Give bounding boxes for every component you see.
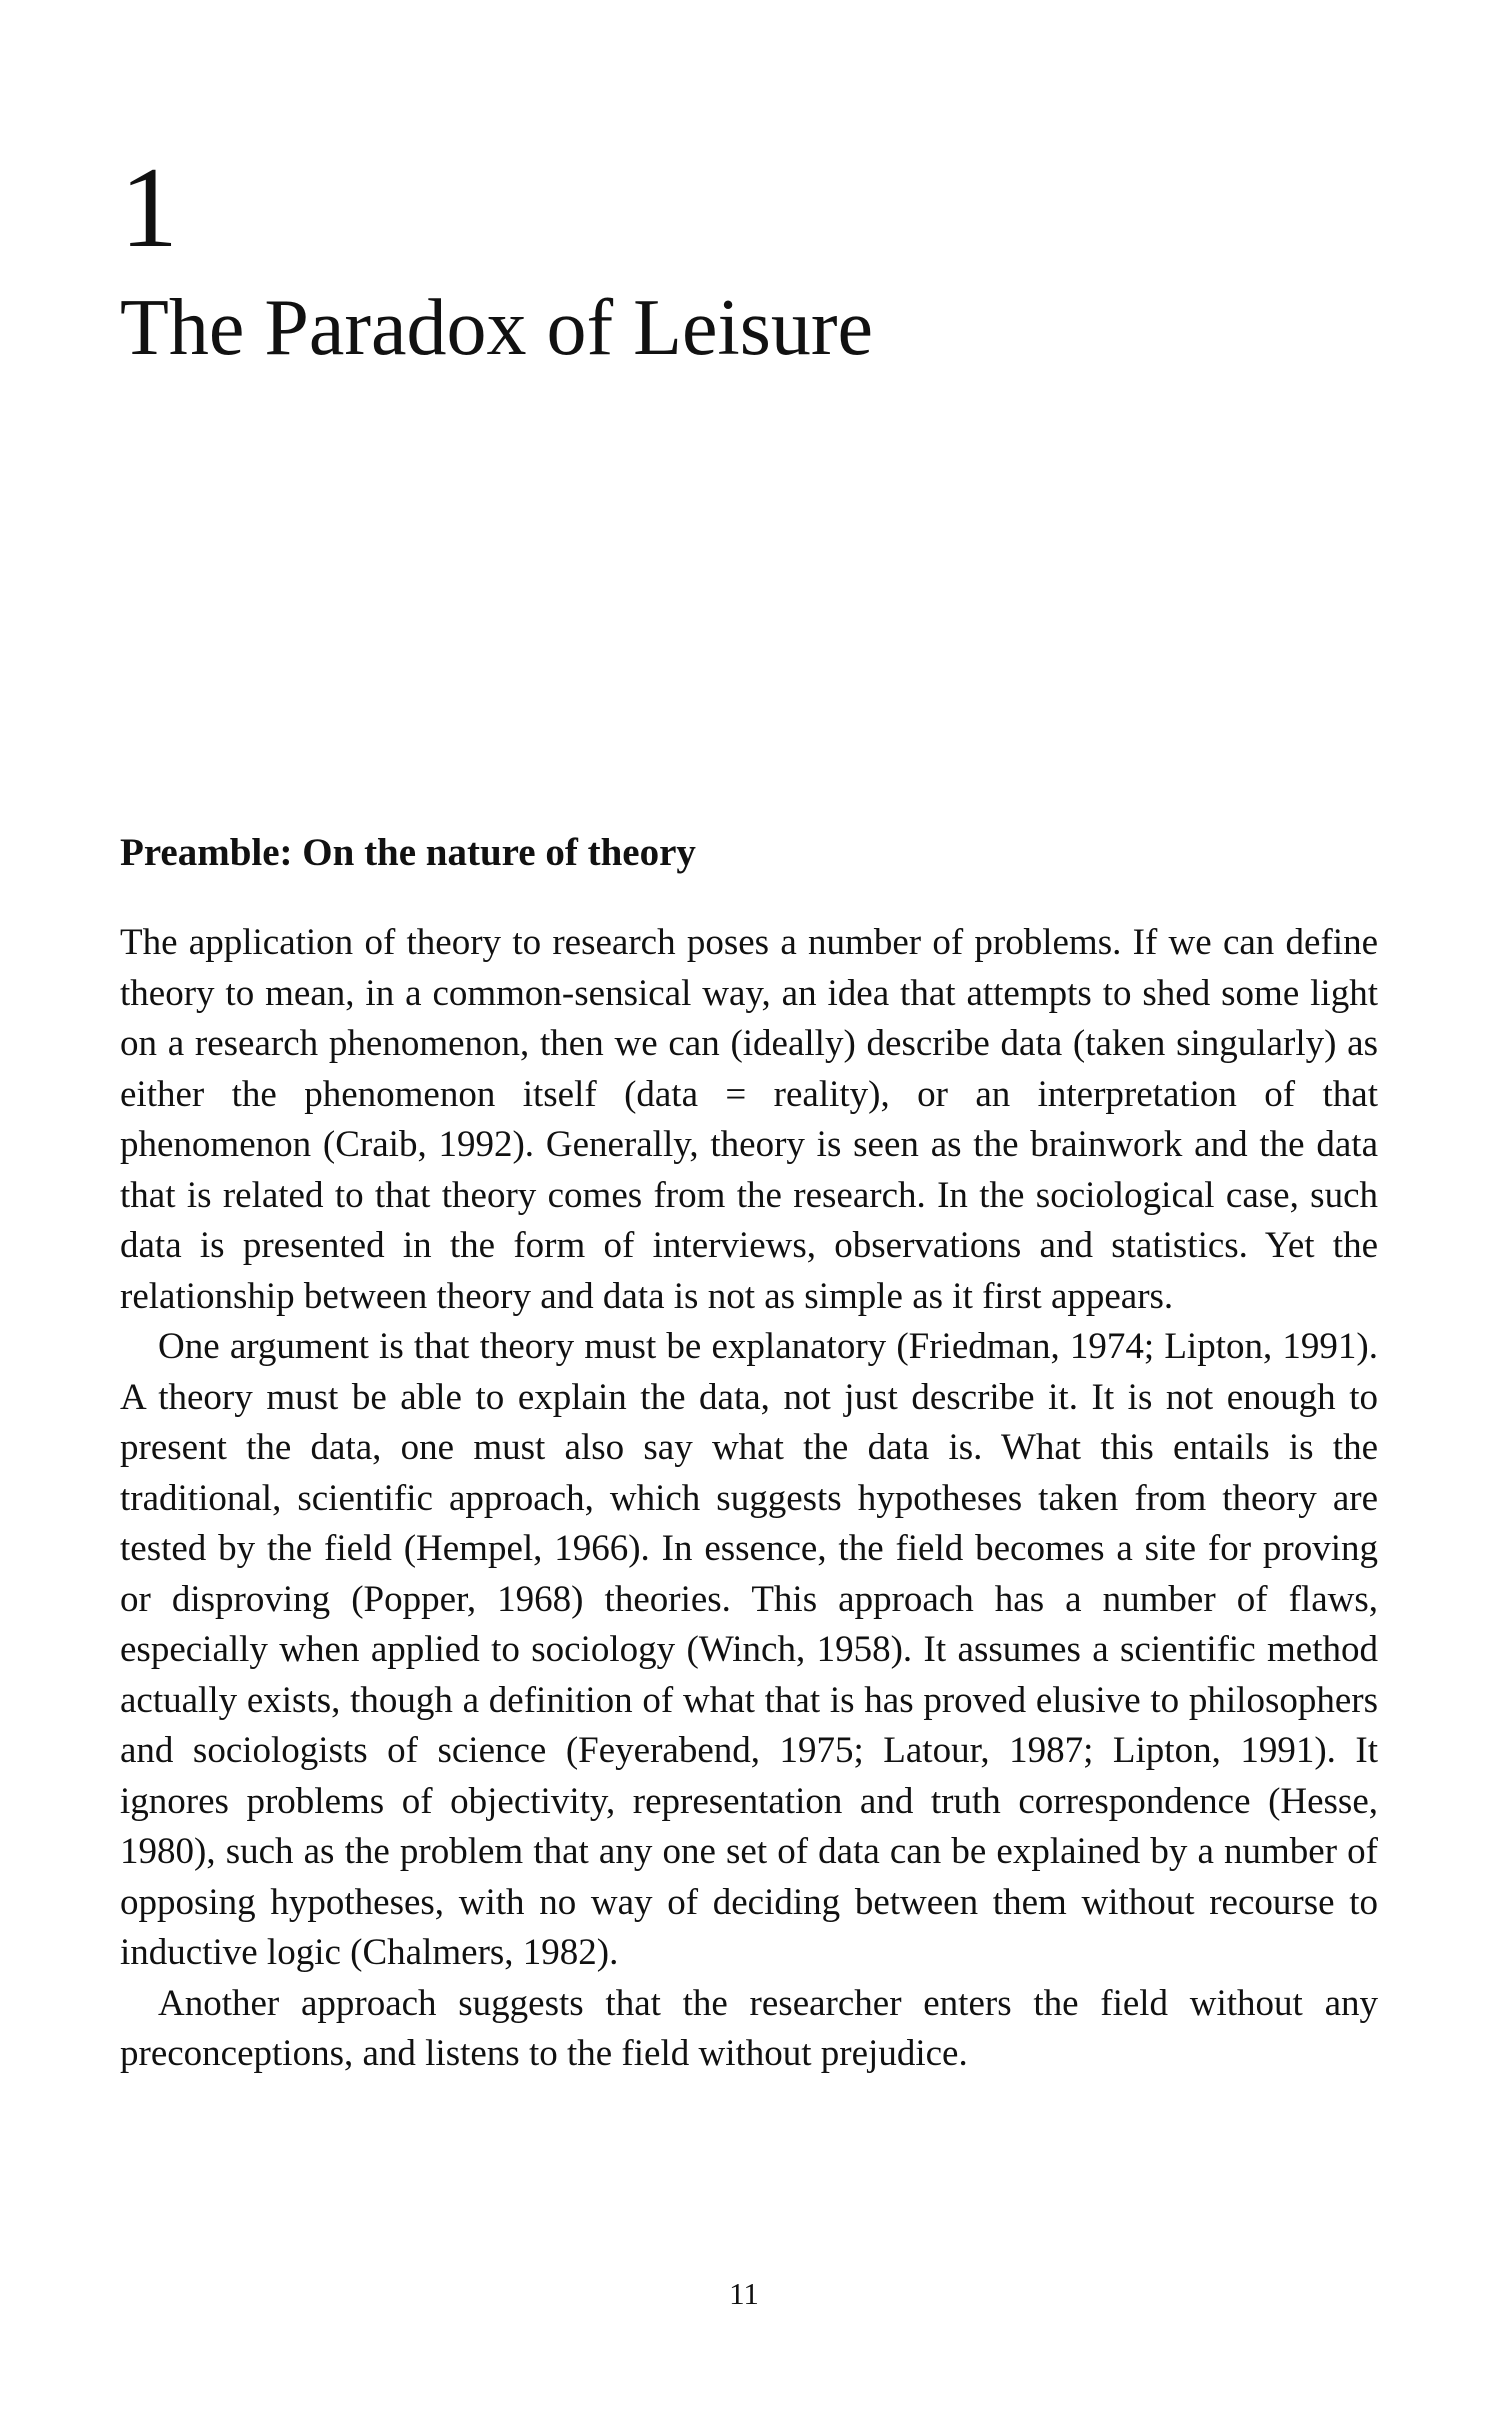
section-heading: Preamble: On the nature of theory: [120, 831, 696, 874]
paragraph-1: The application of theory to research poses a number of problems. If we can define theory to mean, in a common-sensical way, an idea that attempts to shed some light on a research phenomenon, then we can (ideally) describe data (taken singularly) as either the phenomenon itself (data = reality), or an interpretation of that phenomenon (Craib, 1992). Generally, theory is seen as the brainwork and the data that is related to that theory comes from the research. In the sociological case, such data is presented in the form of interviews, observations and statistics. Yet the relationship between theory and data is not as simple as it first appears.: [120, 922, 1378, 1317]
chapter-number: 1: [120, 144, 178, 272]
body-text: [120, 918, 1378, 2080]
chapter-title: The Paradox of Leisure: [120, 284, 874, 372]
paragraph-2: One argument is that theory must be explanatory (Friedman, 1974; Lipton, 1991). A theory must be able to explain the data, not just describe it. It is not enough to present the data, one must also say what the data is. What this entails is the traditional, scientific approach, which suggests hypotheses taken from theory are tested by the field (Hempel, 1966). In essence, the field becomes a site for proving or disproving (Popper, 1968) theories. This approach has a number of flaws, especially when applied to sociology (Winch, 1958). It assumes a scientific method actually exists, though a definition of what that is has proved elusive to philosophers and sociologists of science (Feyerabend, 1975; Latour, 1987; Lipton, 1991). It ignores problems of objectivity, representation and truth correspondence (Hesse, 1980), such as the problem that any one set of data can be explained by a number of opposing hypotheses, with no way of deciding between them without recourse to inductive logic (Chalmers, 1982).: [120, 1326, 1378, 1973]
page-number: 11: [729, 2276, 759, 2311]
paragraph-3: Another approach suggests that the researcher enters the field without any preconceptions, and listens to the field without prejudice.: [120, 1982, 1378, 2074]
